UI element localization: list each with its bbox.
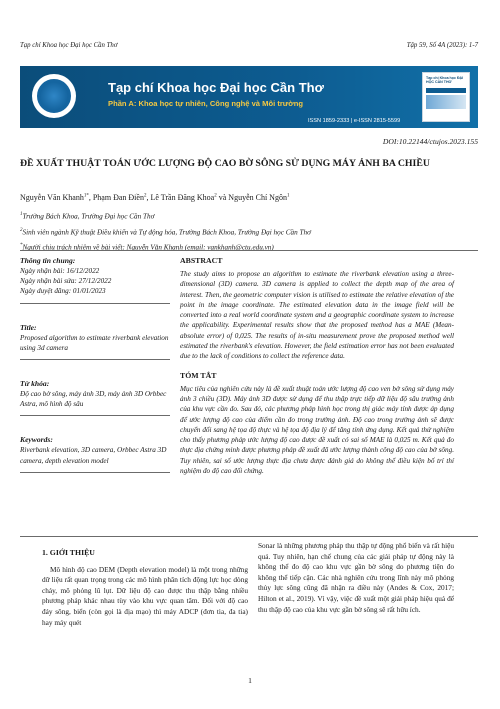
- affiliation-2: $^2$Sinh viên ngành Kỹ thuật Điều khiển và Tự động hóa, Trường Bách Khoa, Trường Đại học Cần Thơ: [20, 227, 311, 236]
- corresponding-author: *Người chịu trách nhiệm về bài viết: Nguyễn Văn Khanh (email: vankhanh@ctu.edu.vn): [20, 243, 274, 252]
- university-logo-icon: [32, 74, 76, 118]
- journal-banner: [20, 66, 478, 128]
- abstract-text: The study aims to propose an algorithm to estimate the riverbank elevation using a three-dimensional (3D) camera. 3D camera is applied to collect the depth map of the area of interest. Then, the geometric computer vision is utilised to estimate the relative elevation of the point in the image coordinate. The estimated elevation data in the image field will be converted into a real world coordinate system and a geographic coordinate system to increase the applicability. Experimental results show that the proposed method has a MAE (Mean-absolute error) of 0,025. The results of in-situ measurement prove the proposed method well estimated the riverbank's elevation. However, the field estimation error has not been evaluated due to the lack of conditions to collect the reference data.: [180, 270, 454, 361]
- affiliation-1: $^1$Trường Bách Khoa, Trường Đại học Cần Thơ: [20, 212, 155, 221]
- journal-name-header: Tạp chí Khoa học Đại học Cần Thơ: [20, 42, 118, 49]
- banner-section: Phần A: Khoa học tự nhiên, Công nghệ và Môi trường: [108, 99, 303, 108]
- keywords-label: Keywords:: [20, 435, 53, 445]
- tomtat-text: Mục tiêu của nghiên cứu này là đề xuất thuật toán ước lượng độ cao ven bờ sông sử dụng máy ảnh 3 chiều (3D). Máy ảnh 3D được sử dụng để thu thập trực tiếp dữ liệu độ sâu trường ảnh của khu vực cần đo. Sau đó, các phương pháp hình học trong thị giác máy tính được áp dụng để ước lượng độ cao của điểm cần đo trong trường ảnh. Độ cao trong trường ảnh sẽ được chuyển đổi sang hệ tọa độ thực và hệ tọa độ địa lý để tăng tính ứng dụng. Kết quả thử nghiệm cho thấy phương pháp ước lượng độ cao được đề xuất có sai số MAE là 0,025 m. Kết quả đo thực địa chứng minh được phương pháp đề xuất đã ước lượng thành công độ cao của bờ sông. Tuy nhiên, sai số ước lượng thực địa chưa được đánh giá do không thể điều kiện bố trí thí nghiệm đo độ cao đối chứng.: [180, 384, 454, 476]
- banner-issn: ISSN 1859-2333 | e-ISSN 2815-5599: [308, 118, 401, 124]
- vietnamese-keywords-block: [20, 365, 170, 416]
- received-date: Ngày nhận bài: 16/12/2022: [20, 267, 100, 275]
- doi: DOI:10.22144/ctujos.2023.155: [382, 137, 478, 146]
- intro-right-column: [258, 541, 454, 615]
- affiliations: [20, 208, 480, 255]
- running-header: [20, 42, 478, 49]
- abstract-heading: ABSTRACT: [180, 256, 223, 265]
- cover-title: Tạp chí Khoa học ĐẠI HỌC CẦN THƠ: [426, 76, 464, 85]
- article-info-sidebar: [20, 256, 170, 478]
- intro-heading: 1. GIỚI THIỆU: [42, 548, 95, 557]
- tukhoa-label: Từ khóa:: [20, 379, 50, 389]
- english-keywords-block: [20, 421, 170, 472]
- abstract-column: [180, 256, 454, 476]
- english-title-block: [20, 309, 170, 360]
- tomtat-heading: TÓM TẮT: [180, 370, 217, 380]
- authors: [20, 193, 480, 202]
- info-heading: Thông tin chung:: [20, 256, 76, 265]
- title-label: Title:: [20, 322, 37, 332]
- abstract-divider: [20, 536, 478, 537]
- article-title: ĐỀ XUẤT THUẬT TOÁN ƯỚC LƯỢNG ĐỘ CAO BỜ SÔNG SỬ DỤNG MÁY ẢNH BA CHIỀU: [20, 158, 430, 169]
- page-number: 1: [248, 676, 252, 685]
- volume-info: Tập 59, Số 4A (2023): 1-7: [406, 42, 478, 49]
- intro-left-column: [42, 548, 248, 628]
- tukhoa-text: Độ cao bờ sông, máy ảnh 3D, máy ảnh 3D Orbbec Astra, mô hình độ sâu: [20, 390, 167, 409]
- revised-date: Ngày nhận bài sửa: 27/12/2022: [20, 277, 112, 286]
- journal-cover-thumbnail: [422, 72, 470, 122]
- banner-journal-title: Tạp chí Khoa học Đại học Cần Thơ: [108, 80, 324, 95]
- intro-paragraph-right: Sonar là những phương pháp thu thập tự động phổ biến và rất hiệu quả. Tuy nhiên, hạn chế chung của các giải pháp tự động này là không thể đo độ cao khu vực gần bờ sông do phương tiện đo không thể tiếp cận. Các nhà nghiên cứu trong lĩnh này mô phỏng thủy lực sông cũng đã nhận ra điều này (Andes & Cox, 2017; Hilton et al., 2019). Vì vậy, việc đề xuất một giải pháp hiệu quả để thu thập độ cao của khu vực gần bờ sông sẽ rất hữu ích.: [258, 541, 454, 614]
- general-info: [20, 256, 170, 304]
- accepted-date: Ngày duyệt đăng: 01/01/2023: [20, 287, 106, 296]
- keywords-text: Riverbank elevation, 3D camera, Orbbec Astra 3D camera, depth elevation model: [20, 446, 167, 465]
- header-divider: [20, 250, 478, 251]
- author-list: Nguyễn Văn Khanh$^{1*}$, Phạm Đan Điền$^2$, Lê Trần Đăng Khoa$^2$ và Nguyễn Chí Ngôn$^1$: [20, 193, 290, 202]
- intro-paragraph-left: Mô hình độ cao DEM (Depth elevation model) là một trong những dữ liệu rất quan trọng trong các mô hình phân tích động lực học dòng chảy, mô phỏng lũ lụt. Dữ liệu độ cao được thu thập bằng nhiều phương pháp khác nhau tùy vào khu vực quan tâm. Đối với độ cao đáy sông, biển (còn gọi là địa mạo) thì máy ADCP (đơn tia, đa tia) hay máy quét: [42, 564, 248, 627]
- english-title: Proposed algorithm to estimate riverbank elevation using 3d camera: [20, 333, 169, 352]
